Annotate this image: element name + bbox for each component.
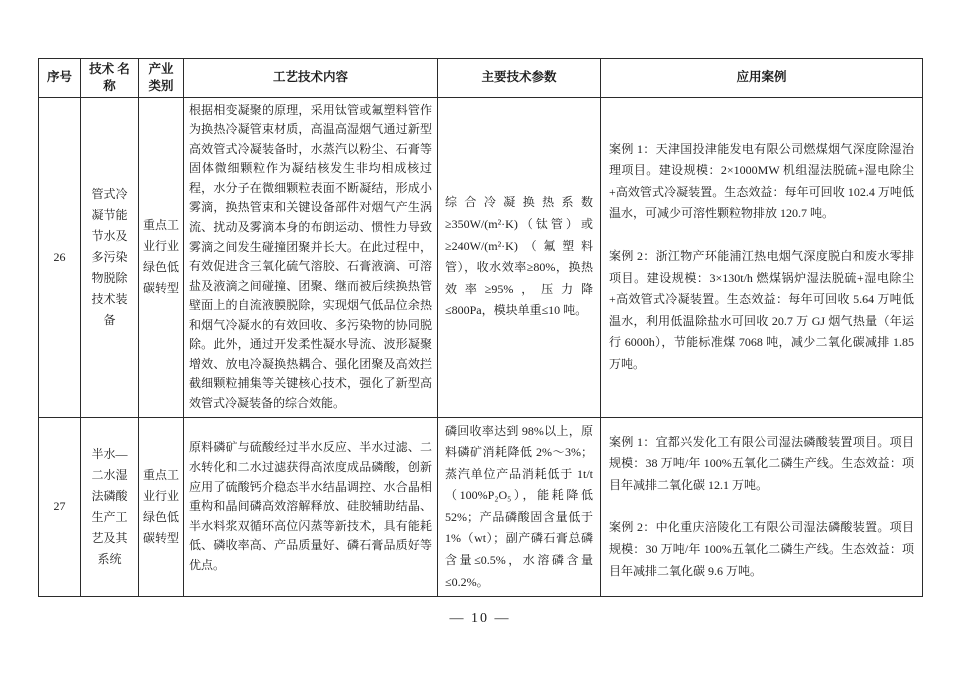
tech-params: 综合冷凝换热系数≥350W/(m²·K)（钛管）或≥240W/(m²·K)（氟塑料管），收水效率≥80%，换热效率≥95%，压力降≤800Pa，模块单重≤10 吨。 <box>438 97 601 417</box>
table-row <box>39 417 923 597</box>
row-index: 27 <box>39 417 81 597</box>
tech-name: 管式冷凝节能节水及多污染物脱除技术装备 <box>81 97 139 417</box>
industry-category: 重点工业行业绿色低碳转型 <box>139 97 184 417</box>
header-index: 序号 <box>39 59 81 98</box>
page-number: — 10 — <box>449 611 511 626</box>
header-application-cases: 应用案例 <box>601 59 923 98</box>
header-process-content: 工艺技术内容 <box>184 59 438 98</box>
tech-name: 半水—二水湿法磷酸生产工艺及其系统 <box>81 417 139 597</box>
row-index: 26 <box>39 97 81 417</box>
industry-category: 重点工业行业绿色低碳转型 <box>139 417 184 597</box>
table-row <box>39 97 923 417</box>
case-paragraph: 案例 1：宜都兴发化工有限公司湿法磷酸装置项目。项目规模：38 万吨/年 100%五氧化二磷生产线。生态效益：项目年减排二氧化碳 12.1 万吨。 <box>609 434 914 492</box>
header-tech-params: 主要技术参数 <box>438 59 601 98</box>
tech-params: 磷回收率达到 98%以上，原料磷矿消耗降低 2%～3%；蒸汽单位产品消耗低于 1t/t（100%P₂O₅），能耗降低 52%；产品磷酸固含量低于 1%（wt）；副产磷石膏总磷含量≤0.5%，水溶磷含量≤0.2%。 <box>438 417 601 597</box>
header-tech-name: 技术 名称 <box>81 59 139 98</box>
header-industry-category: 产业 类别 <box>139 59 184 98</box>
application-cases <box>601 97 923 417</box>
case-paragraph: 案例 1：天津国投津能发电有限公司燃煤烟气深度除湿治理项目。建设规模：2×1000MW 机组湿法脱硫+湿电除尘+高效管式冷凝装置。生态效益：每年可回收 102.4 万吨低温水，可减少可溶性颗粒物排放 120.7 吨。 <box>609 141 914 221</box>
application-cases <box>601 417 923 597</box>
case-paragraph: 案例 2：浙江物产环能浦江热电烟气深度脱白和废水零排项目。建设规模：3×130t/h 燃煤锅炉湿法脱硫+湿电除尘+高效管式冷凝装置。生态效益：每年可回收 5.64 万吨低温水，利用低温除盐水可回收 20.7 万 GJ 烟气热量（年运行 6000h），节能标准煤 7068 吨，减少二氧化碳减排 1.85 万吨。 <box>609 249 914 371</box>
process-content: 根据相变凝聚的原理，采用钛管或氟塑料管作为换热冷凝管束材质，高温高湿烟气通过新型高效管式冷凝装备时，水蒸汽以粉尘、石膏等固体微细颗粒作为凝结核发生非均相成核过程，水分子在微细颗粒表面不断凝结，形成小雾滴，换热管束和关键设备部件对烟气产生涡流、扰动及雾滴本身的布朗运动、惯性力导致雾滴之间发生碰撞团聚并长大。在此过程中，有效促进含三氧化硫气溶胶、石膏液滴、可溶盐及液滴之间碰撞、团聚、继而被后续换热管壁面上的自流液膜脱除，实现烟气低品位余热和烟气冷凝水的有效回收、多污染物的协同脱除。此外，通过开发柔性凝水导流、波形凝聚增效、放电冷凝换热耦合、强化团聚及高效拦截细颗粒捕集等关键核心技术，强化了新型高效管式冷凝装备的综合效能。 <box>184 97 438 417</box>
case-paragraph: 案例 2：中化重庆涪陵化工有限公司湿法磷酸装置。项目规模：30 万吨/年 100%五氧化二磷生产线。生态效益：项目年减排二氧化碳 9.6 万吨。 <box>609 520 914 578</box>
table-header-row <box>39 59 923 98</box>
technology-catalog-table <box>38 58 923 597</box>
process-content: 原料磷矿与硫酸经过半水反应、半水过滤、二水转化和二水过滤获得高浓度成品磷酸，创新应用了硫酸钙介稳态半水结晶调控、水合晶相重构和晶间磷高效溶解释放、硅胶辅助结晶、半水料浆双循环高位闪蒸等新技术，具有能耗低、磷收率高、产品质量好、磷石膏品质好等优点。 <box>184 417 438 597</box>
